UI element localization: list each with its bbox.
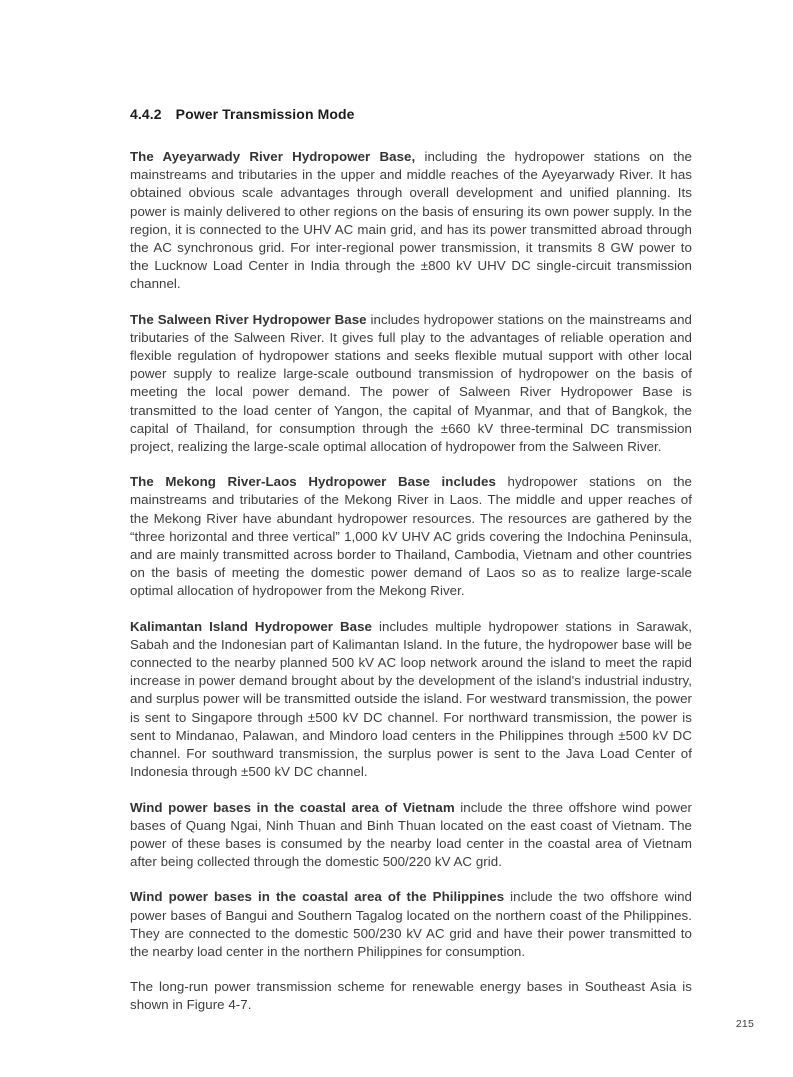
paragraph [130,311,692,457]
paragraph-body: include the three offshore wind power bases of Quang Ngai, Ninh Thuan and Binh Thuan located on the east coast of Vietnam. The power of these bases is consumed by the nearby load center in the coastal area of Vietnam after being collected through the domestic 500/220 kV AC grid. [130,799,692,870]
paragraph [130,799,692,872]
paragraph [130,978,692,1014]
text-column [130,104,692,1032]
paragraph [130,618,692,782]
paragraph-body: The long-run power transmission scheme for renewable energy bases in Southeast Asia is shown in Figure 4-7. [130,979,692,1013]
paragraph-lead: Wind power bases in the coastal area of the Philippines [130,889,505,905]
section-heading [130,104,692,124]
paragraph-lead: Wind power bases in the coastal area of Vietnam [130,799,455,815]
paragraph [130,888,692,961]
paragraph-body: includes hydropower stations on the mainstreams and tributaries of the Salween River. It gives full play to the advantages of reliable operation and flexible regulation of hydropower stations and seeks flexible mutual support with other local power supply to realize large-scale outbound transmission of hydropower on the basis of meeting the local power demand. The power of Salween River Hydropower Base is transmitted to the load center of Yangon, the capital of Myanmar, and that of Bangkok, the capital of Thailand, for consumption through the ±660 kV three-terminal DC transmission project, realizing the large-scale optimal allocation of hydropower from the Salween River. [130,311,692,455]
paragraph-lead: Kalimantan Island Hydropower Base [130,618,373,634]
section-title: Power Transmission Mode [175,106,355,122]
paragraph-body: hydropower stations on the mainstreams and tributaries of the Mekong River in Laos. The middle and upper reaches of the Mekong River have abundant hydropower resources. The resources are gathered by the “three horizontal and three vertical” 1,000 kV UHV AC grids covering the Indochina Peninsula, and are mainly transmitted across border to Thailand, Cambodia, Vietnam and other countries on the basis of meeting the domestic power demand of Laos so as to realize large-scale optimal allocation of hydropower from the Mekong River. [130,474,692,599]
page-number: 215 [735,1018,754,1030]
section-number: 4.4.2 [130,106,162,122]
paragraph [130,148,692,294]
paragraph-lead: The Salween River Hydropower Base [130,311,367,327]
paragraph-body: includes multiple hydropower stations in Sarawak, Sabah and the Indonesian part of Kalimantan Island. In the future, the hydropower base will be connected to the nearby planned 500 kV AC loop network around the island to meet the rapid increase in power demand brought about by the development of the island's industrial industry, and surplus power will be transmitted outside the island. For westward transmission, the power is sent to Singapore through ±500 kV DC channel. For northward transmission, the power is sent to Mindanao, Palawan, and Mindoro load centers in the Philippines through ±500 kV DC channel. For southward transmission, the surplus power is sent to the Java Load Center of Indonesia through ±500 kV DC channel. [130,618,692,780]
paragraph-body: including the hydropower stations on the mainstreams and tributaries in the upper and middle reaches of the Ayeyarwady River. It has obtained obvious scale advantages through overall development and unified planning. Its power is mainly delivered to other regions on the basis of ensuring its own power supply. In the region, it is connected to the UHV AC main grid, and has its power transmitted abroad through the AC synchronous grid. For inter-regional power transmission, it transmits 8 GW power to the Lucknow Load Center in India through the ±800 kV UHV DC single-circuit transmission channel. [130,149,692,292]
paragraph-body: include the two offshore wind power bases of Bangui and Southern Tagalog located on the northern coast of the Philippines. They are connected to the domestic 500/230 kV AC grid and have their power transmitted to the nearby load center in the northern Philippines for consumption. [130,889,692,959]
paragraph-lead: The Ayeyarwady River Hydropower Base, [130,149,416,164]
paragraph [130,473,692,600]
paragraph-lead: The Mekong River-Laos Hydropower Base includes [130,474,496,490]
